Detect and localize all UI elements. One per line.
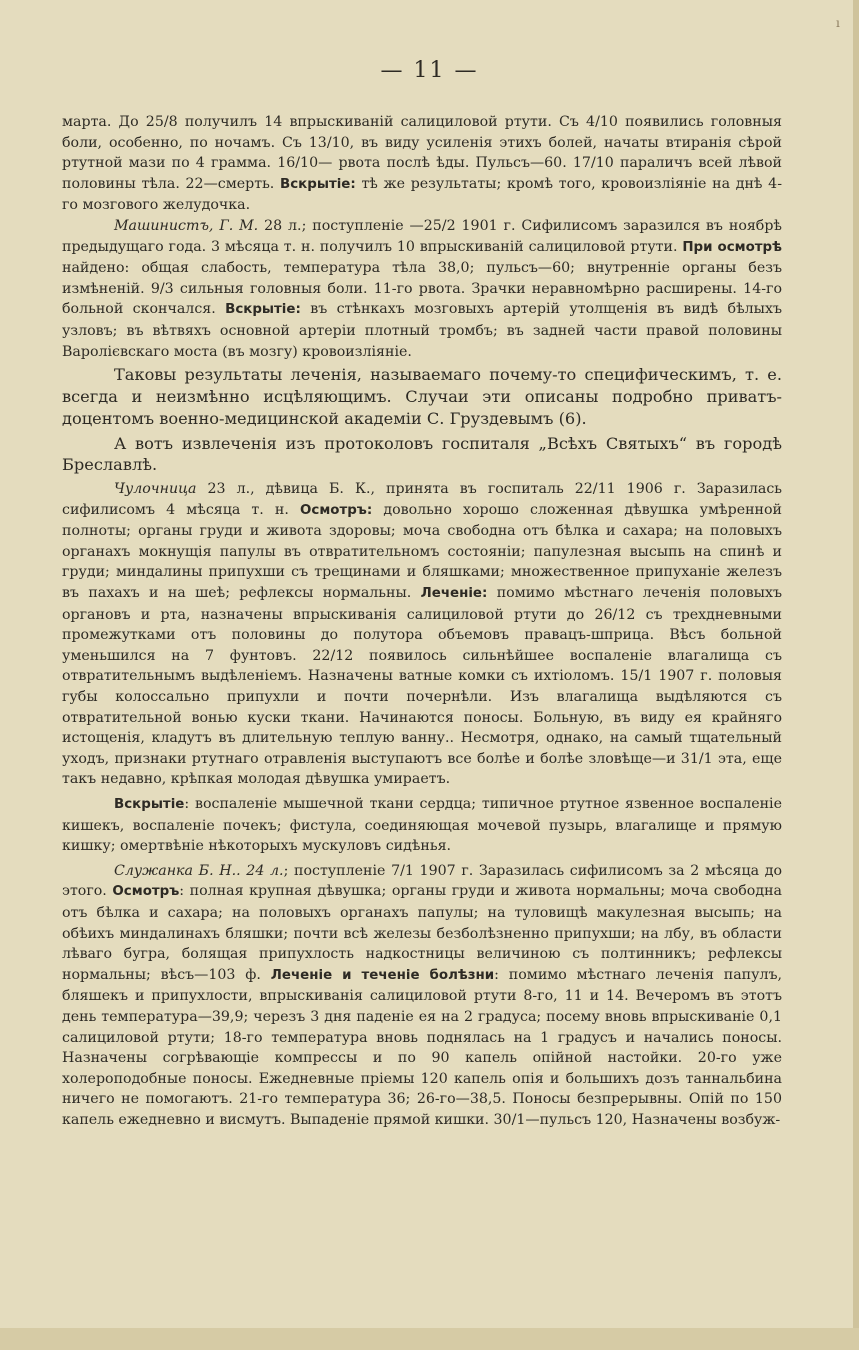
- text-run: 28 л.; поступленіе —25/2 1901 г. Сифилисомъ заразился въ ноябрѣ предыдущаго года. 3 мѣсяца т. н. получилъ 10 впрыскиваній салициловой ртути.: [62, 217, 782, 255]
- bold-label: При осмотрѣ: [682, 239, 782, 255]
- text-run: : полная крупная дѣвушка; органы груди и живота нормальны; моча свободна отъ бѣлка и сахара; на половыхъ органахъ папулы; на туловищѣ макулезная высыпь; на обѣихъ миндалинахъ бляшки; почти всѣ железы безболѣзненно припухши; на лбу, въ области лѣваго бугра, болящая припухлость надкостницы величиною съ полтинникъ; рефлексы нормальны; вѣсъ—103 ф.: [62, 883, 782, 983]
- paragraph-case-machinist: [62, 216, 782, 362]
- bold-label: Вскрытіе: [114, 797, 185, 813]
- bold-label: Осмотръ:: [300, 502, 373, 518]
- paragraph-case-continuation: [62, 112, 782, 216]
- bold-label: Вскрытіе:: [225, 302, 301, 318]
- paragraph-case-maid: [62, 861, 782, 1131]
- italic-label: Чулочница: [114, 481, 197, 498]
- corner-mark: ı: [836, 16, 840, 30]
- text-run: : помимо мѣстнаго леченія папулъ, бляшекъ и припухлости, впрыскиванія салициловой ртути 8-го, 11 и 14. Вечеромъ въ этотъ день температура—39,9; черезъ 3 дня паденіе ея на 2 градуса; посему вновь впрыскиваніе 0,1 салициловой ртути; 18-го температура вновь поднялась на 1 градусъ и начались поносы. Назначены согрѣвающіе компрессы и по 90 капель опійной настойки. 20-го уже холероподобные поносы. Ежедневные пріемы 120 капель опія и большихъ дозъ таннальбина ничего не помогаютъ. 21-го температура 36; 26-го—38,5. Поносы безпрерывны. Опій по 150 капель ежедневно и висмутъ. Выпаденіе прямой кишки. 30/1—пульсъ 120, Назначены возбуж-: [62, 966, 783, 1128]
- paragraph-case-stocking-maker: [62, 479, 782, 790]
- bold-label: Осмотръ: [112, 884, 180, 900]
- text-run: тѣ же результаты; кромѣ того, кровоизліяніе на днѣ 4-го мозгового желудочка.: [62, 175, 782, 214]
- text-run: 23 л., дѣвица Б. К., принята въ госпиталь 22/11 1906 г. Заразилась сифилисомъ 4 мѣсяца т. н.: [62, 481, 782, 518]
- paragraph-summary: [62, 364, 782, 429]
- bold-label: Вскрытіе:: [280, 176, 356, 192]
- text-run: помимо мѣстнаго леченія половыхъ органовъ и рта, назначены впрыскиванія салициловой ртути до 26/12 съ трехдневными промежутками отъ половины до полутора объемовъ правацъ-шприца. Вѣсъ больной уменьшился на 7 фунтовъ. 22/12 появилось сильнѣйшее воспаленіе влагалища съ отвратительнымъ выдѣленіемъ. Назначены ватные комки съ ихтіоломъ. 15/1 1907 г. половыя губы колоссально припухли и почти почернѣли. Изъ влагалища выдѣляются съ отвратительной вонью куски ткани. Начинаются поносы. Больную, въ виду ея крайняго истощенія, кладутъ въ длительную теплую ванну.. Несмотря, однако, на самый тщательный уходъ, признаки ртутнаго отравленія выступаютъ все болѣе и болѣе зловѣще—и 31/1 эта, еще такъ недавно, крѣпкая молодая дѣвушка умираетъ.: [62, 585, 782, 788]
- text-run: : воспаленіе мышечной ткани сердца; типичное ртутное язвенное воспаленіе кишекъ, воспаленіе почекъ; фистула, соединяющая мочевой пузырь, влагалище и прямую кишку; омертвѣніе нѣкоторыхъ мускуловъ сидѣнья.: [62, 796, 782, 855]
- text-run: найдено: общая слабость, температура тѣла 38,0; пульсъ—60; внутренніе органы безъ измѣненій. 9/3 сильныя головныя боли. 11-го рвота. Зрачки неравномѣрно расширены. 14-го больной скончался.: [62, 260, 782, 318]
- page-edge-bottom: [0, 1328, 859, 1350]
- bold-label: Леченіе:: [420, 586, 488, 602]
- paragraph-autopsy: [62, 794, 782, 857]
- bold-label: Леченіе и теченіе болѣзни: [270, 967, 495, 983]
- page-number: — 11 —: [380, 58, 479, 83]
- italic-label: Служанка Б. Н.. 24 л.: [114, 862, 284, 879]
- text-run: А вотъ извлеченія изъ протоколовъ госпиталя „Всѣхъ Святыхъ“ въ городѣ Бреславлѣ.: [62, 433, 782, 475]
- text-run: довольно хорошо сложенная дѣвушка умѣренной полноты; органы груди и живота здоровы; моча свободна отъ бѣлка и сахара; на половыхъ органахъ мокнущія папулы въ отвратительномъ состояніи; папулезная высыпь на спинѣ и груди; миндалины припухши съ трещинами и бляшками; множественное припуханіе железъ въ пахахъ и на шеѣ; рефлексы нормальны.: [62, 501, 782, 602]
- body-text: [62, 112, 782, 1131]
- text-run: ; поступленіе 7/1 1907 г. Заразилась сифилисомъ за 2 мѣсяца до этого.: [62, 862, 782, 900]
- paragraph-breslau-intro: [62, 433, 782, 477]
- text-run: въ стѣнкахъ мозговыхъ артерій утолщенія въ видѣ бѣлыхъ узловъ; въ вѣтвяхъ основной артеріи плотный тромбъ; въ задней части правой половины Варолієвскаго моста (въ мозгу) кровоизліяніе.: [62, 301, 782, 360]
- italic-label: Машинистъ, Г. М.: [114, 217, 259, 234]
- page-edge-right: [853, 0, 859, 1350]
- text-run: марта. До 25/8 получилъ 14 впрыскиваній салициловой ртути. Съ 4/10 появились головныя боли, особенно, по ночамъ. Съ 13/10, въ виду усиленія этихъ болей, начаты втиранія сѣрой ртутной мази по 4 грамма. 16/10— рвота послѣ ѣды. Пульсъ—60. 17/10 параличъ всей лѣвой половины тѣла. 22—смерть.: [62, 114, 782, 192]
- text-run: Таковы результаты леченія, называемаго почему-то специфическимъ, т. е. всегда и неизмѣнно исцѣляющимъ. Случаи эти описаны подробно приватъ-доцентомъ военно-медицинской академіи С. Груздевымъ (6).: [62, 365, 782, 428]
